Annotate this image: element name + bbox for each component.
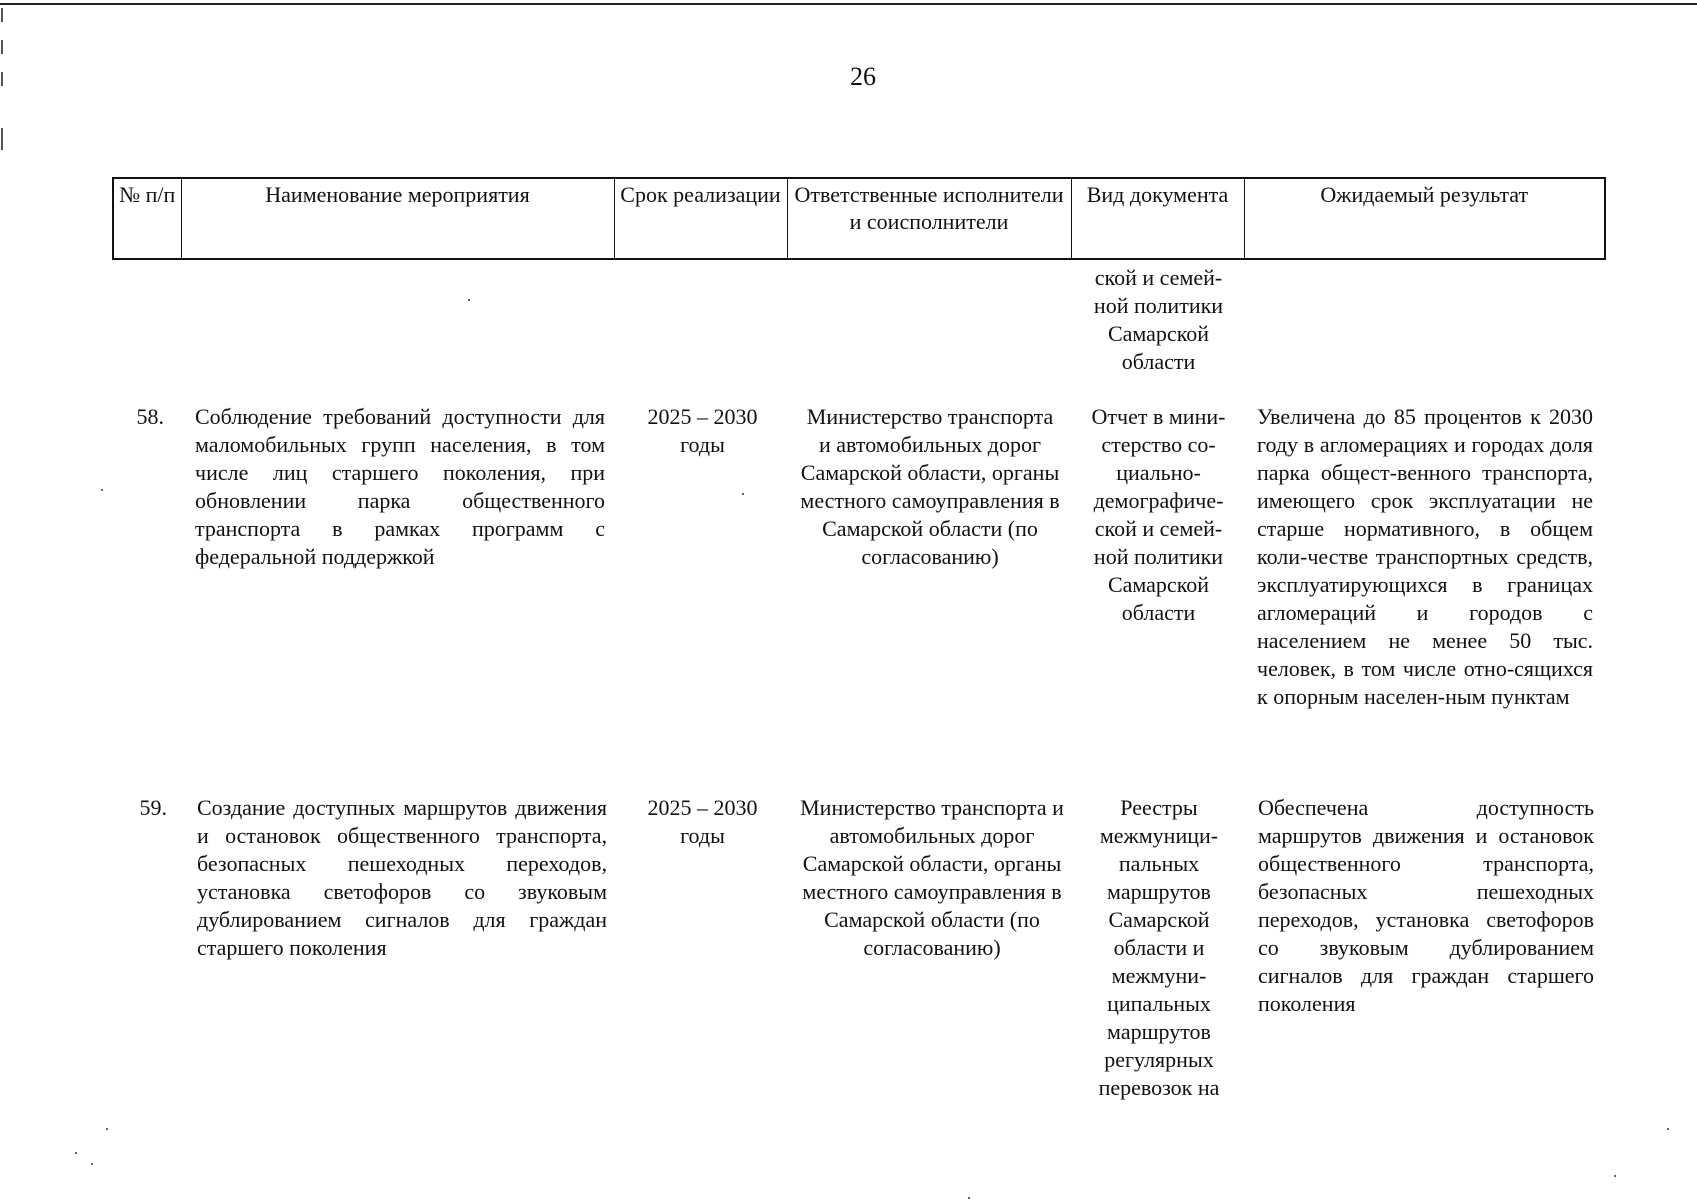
scan-speck (742, 493, 744, 495)
scan-speck (1667, 1128, 1669, 1130)
row-58-expected-result: Увеличена до 85 процентов к 2030 году в агломерациях и городах доля парка общест-венного транспорта, имеющего срок эксплуатации не старше нормативного, в общем коли-честве транспортных средств, эксплуатирующихся в границах агломераций и городов с населением не менее 50 тыс. человек, в том числе отно-сящихся к опорным населен-ным пунктам (1257, 404, 1593, 709)
scan-speck (1614, 1175, 1616, 1177)
scan-speck (468, 299, 470, 301)
header-number: № п/п (113, 178, 181, 259)
margin-mark (1, 40, 3, 54)
scan-speck (106, 1128, 108, 1130)
row-58-activity-name: Соблюдение требований доступности для маломобильных групп населения, в том числе лиц старшего поколения, при обновлении парка общественного транспорта в рамках программ с федеральной поддержкой (195, 404, 605, 569)
table-header (112, 177, 1606, 260)
row-59-term: 2025 – 2030 годы (647, 795, 758, 848)
top-border-line (0, 3, 1697, 5)
header-executors: Ответственные исполнители и соисполнители (787, 178, 1071, 259)
margin-mark (1, 128, 3, 150)
header-activity-name: Наименование мероприятия (181, 178, 614, 259)
row-58-number: 58. (136, 404, 164, 429)
header-expected-result: Ожидаемый результат (1244, 178, 1605, 259)
row-58-term: 2025 – 2030 годы (647, 404, 758, 457)
page-number: 26 (850, 62, 876, 91)
scan-speck (75, 1152, 77, 1154)
row-59-number: 59. (139, 795, 167, 820)
row-59-document-type: Реестры межмуници-пальных маршрутов Самарской области и межмуни-ципальных маршрутов регулярных перевозок на (1098, 795, 1220, 1100)
row-58-document-type: Отчет в мини-стерство со-циально-демографиче-ской и семей-ной политики Самарской области (1091, 404, 1226, 625)
scan-speck (101, 489, 103, 491)
scan-speck (968, 1197, 970, 1199)
header-document-type: Вид документа (1071, 178, 1244, 259)
row-59-activity-name: Создание доступных маршрутов движения и остановок общественного транспорта, безопасных пешеходных переходов, установка светофоров со звуковым дублированием сигналов для граждан старшего поколения (197, 795, 607, 960)
header-term: Срок реализации (614, 178, 787, 259)
margin-mark (1, 8, 3, 22)
header-row (113, 178, 1605, 259)
row-58-executors: Министерство транспорта и автомобильных дорог Самарской области, органы местного самоуправления в Самарской области (по согласованию) (800, 404, 1060, 569)
row-59-executors: Министерство транспорта и автомобильных дорог Самарской области, органы местного самоуправления в Самарской области (по согласованию) (800, 795, 1064, 960)
continuation-document: ской и семей-ной политики Самарской области (1093, 265, 1224, 374)
row-59-expected-result: Обеспечена доступность маршрутов движения и остановок общественного транспорта, безопасных пешеходных переходов, установка светофоров со звуковым дублированием сигналов для граждан старшего поколения (1258, 795, 1594, 1016)
scan-speck (91, 1163, 93, 1165)
